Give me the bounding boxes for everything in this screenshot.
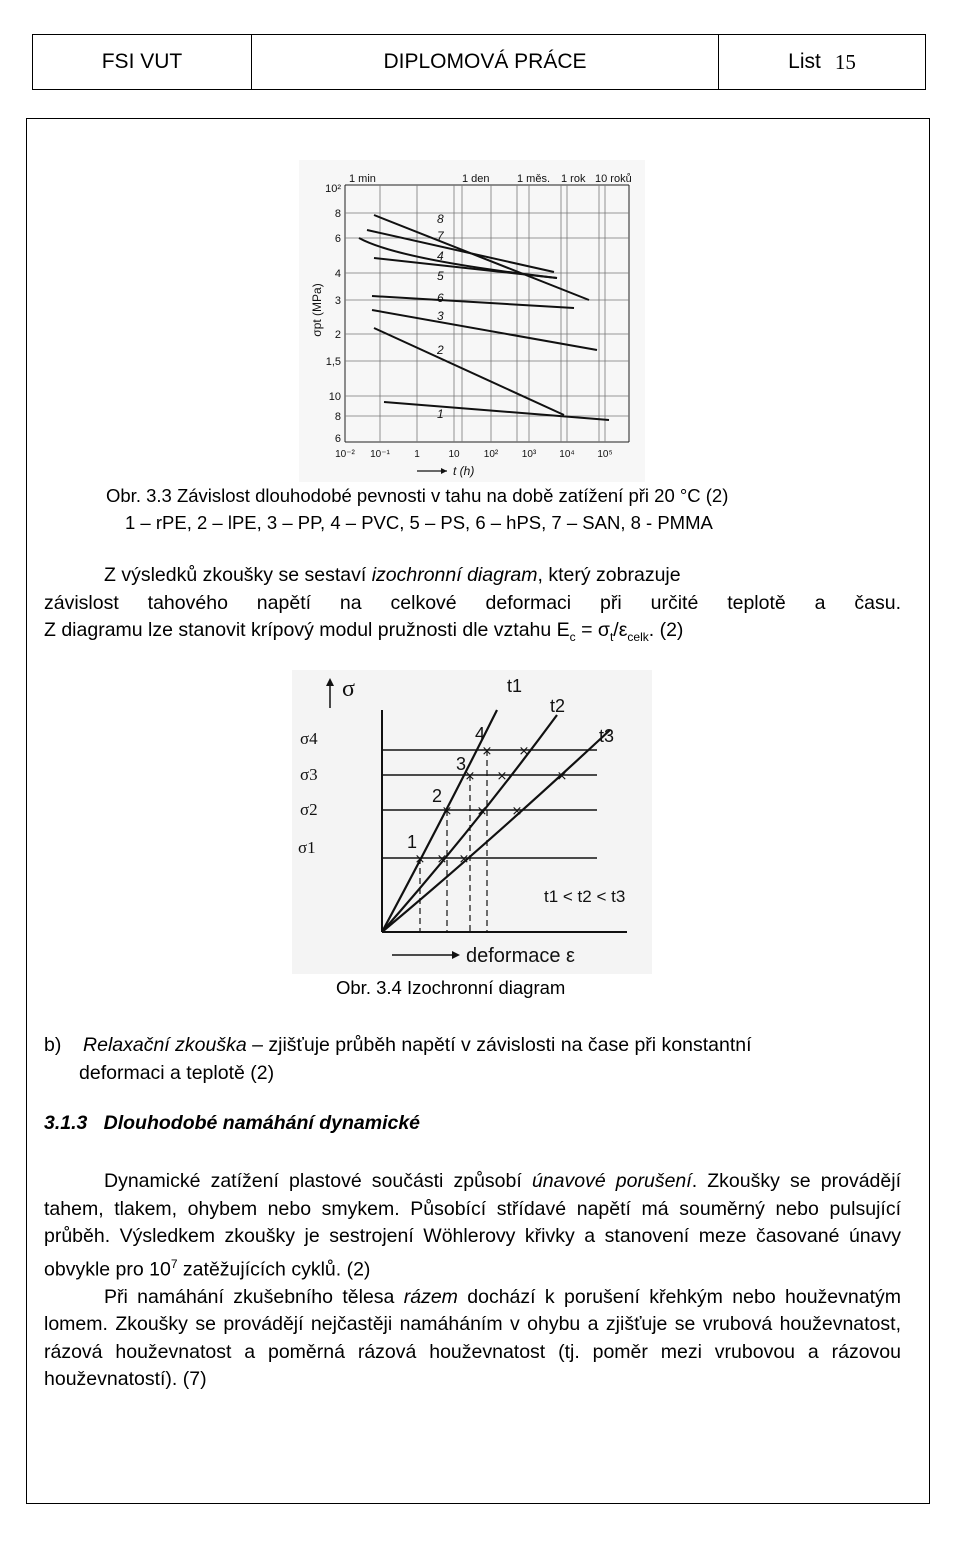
paragraph-dynamic: [44, 1168, 901, 1394]
sigma-level-label: σ4: [300, 729, 318, 748]
point-label: 3: [456, 754, 467, 774]
y-tick: 4: [334, 268, 341, 280]
label-1min: 1 min: [349, 173, 376, 185]
svg-text:×: ×: [414, 852, 426, 867]
svg-text:×: ×: [441, 804, 453, 819]
header-institution-text: FSI VUT: [101, 50, 183, 73]
item-b-marker: b): [44, 1034, 62, 1056]
para1-text: /ε: [613, 619, 628, 641]
y-tick: 10²: [325, 183, 341, 195]
para1-line2: závislost tahového napětí na celkové deformaci při určité teplotě a času.: [44, 591, 901, 614]
curve-label: 5: [437, 269, 444, 283]
section-number: 3.1.3: [44, 1112, 88, 1134]
svg-text:×: ×: [464, 769, 476, 784]
para1-text: . (2): [648, 619, 684, 641]
x-tick: 10²: [483, 449, 499, 460]
header-page: [719, 35, 925, 89]
time-relation: t1 < t2 < t3: [544, 887, 626, 906]
x-tick: 10⁴: [559, 449, 575, 460]
curve-label: 3: [437, 309, 444, 323]
svg-text:×: ×: [476, 804, 488, 819]
paragraph-izochronni: [44, 562, 901, 651]
x-axis-label: deformace ε: [466, 945, 575, 967]
x-axis-label: t (h): [453, 464, 475, 478]
curve-label: 1: [437, 407, 444, 421]
section-heading: [44, 1112, 420, 1135]
y-tick: 6: [334, 433, 341, 445]
x-tick: 1: [414, 449, 420, 460]
x-tick: 10⁻²: [335, 449, 355, 460]
curve-label: 6: [437, 291, 444, 305]
para2-text: Při namáhání zkušebního tělesa: [104, 1285, 404, 1308]
time-label: t1: [507, 676, 523, 696]
time-label: t2: [550, 696, 566, 716]
sigma-level-label: σ2: [300, 800, 318, 819]
y-tick: 6: [334, 233, 341, 245]
y-axis-label: σpt (MPa): [310, 283, 324, 337]
label-1rok: 1 rok: [561, 173, 586, 185]
figure-long-term-strength: [299, 160, 645, 482]
page-header: [32, 34, 926, 90]
para1-sub: c: [569, 629, 576, 644]
curve-label: 7: [437, 229, 444, 243]
x-tick: 10⁵: [597, 449, 613, 460]
x-tick: 10: [448, 449, 460, 460]
sigma-level-label: σ3: [300, 765, 318, 784]
para1-text: , který zobrazuje: [537, 564, 681, 586]
svg-text:×: ×: [556, 769, 568, 784]
header-list-number: 15: [834, 49, 856, 74]
para2-part2: [44, 1284, 901, 1394]
svg-text:×: ×: [458, 852, 470, 867]
y-tick: 1,5: [325, 356, 341, 368]
figure2-caption: Obr. 3.4 Izochronní diagram: [336, 977, 566, 998]
item-b-text: – zjišťuje průběh napětí v závislosti na čase při konstantní: [246, 1034, 752, 1056]
x-tick: 10⁻¹: [370, 449, 390, 460]
svg-text:×: ×: [436, 852, 448, 867]
para1-sub: celk: [627, 629, 649, 644]
item-b: [44, 1032, 901, 1087]
y-tick: 3: [334, 295, 341, 307]
svg-text:×: ×: [496, 769, 508, 784]
para1-line3: [44, 617, 901, 651]
item-b-line1: [44, 1032, 901, 1060]
y-tick: 8: [334, 411, 341, 423]
item-b-italic: Relaxační zkouška: [83, 1034, 247, 1056]
para1-text: Z výsledků zkoušky se sestaví: [104, 564, 372, 586]
para1-italic: izochronní diagram: [371, 564, 538, 586]
para1-text: = σ: [575, 619, 610, 641]
label-1den: 1 den: [462, 173, 490, 185]
para2-sup: 7: [170, 1256, 178, 1271]
curve-label: 2: [437, 343, 444, 357]
para1-text: Z diagramu lze stanovit krípový modul pružnosti dle vztahu E: [44, 619, 570, 641]
label-1mes: 1 měs.: [517, 173, 551, 185]
item-b-line2: deformaci a teplotě (2): [79, 1061, 275, 1084]
para2-italic: rázem: [403, 1285, 458, 1308]
para2-part1: [44, 1168, 901, 1284]
figure1-caption-line1: Obr. 3.3 Závislost dlouhodobé pevnosti v tahu na době zatížení při 20 °C (2): [106, 485, 729, 506]
y-tick: 8: [334, 208, 341, 220]
point-label: 2: [432, 786, 443, 806]
para1-line1: [44, 562, 901, 590]
para2-text: dochází k porušení křehkým nebo houževnatým lomem. Zkoušky se provádějí nejčastěji namáháním v ohybu a zjišťuje se vrubová houževnatost, rázová houževnatost a poměrná rázová houževnatost (tj. poměr mezi vrubovou a rázovou houževnatostí). (7): [44, 1285, 901, 1390]
curve-label: 8: [437, 212, 444, 226]
para2-italic: únavové porušení: [531, 1170, 692, 1192]
time-label: t3: [599, 726, 615, 746]
point-label: 1: [407, 832, 418, 852]
section-title: Dlouhodobé namáhání dynamické: [103, 1112, 421, 1134]
header-list-label: List: [788, 50, 821, 73]
label-10roku: 10 roků: [595, 173, 632, 185]
sigma-axis-label: σ: [342, 676, 355, 702]
y-tick: 10: [328, 391, 341, 403]
sigma-level-label: σ1: [298, 838, 316, 857]
para2-text: zatěžujících cyklů. (2): [177, 1258, 371, 1280]
para2-text: . Zkoušky se provádějí tahem, tlakem, ohybem nebo smykem. Působící střídavé napětí má souměrný nebo pulsující průběh. Výsledkem zkoušky je sestrojení Wöhlerovy křivky a stanovení meze časované únavy obvykle pro 10: [44, 1170, 901, 1280]
para2-text: Dynamické zatížení plastové součásti způsobí: [104, 1170, 532, 1192]
svg-text:×: ×: [481, 744, 493, 759]
svg-text:×: ×: [518, 744, 530, 759]
para1-sub: t: [609, 629, 614, 644]
y-tick: 2: [334, 329, 341, 341]
svg-text:×: ×: [511, 804, 523, 819]
header-title-text: DIPLOMOVÁ PRÁCE: [383, 50, 587, 73]
figure1-caption-line2: 1 – rPE, 2 – lPE, 3 – PP, 4 – PVC, 5 – PS, 6 – hPS, 7 – SAN, 8 - PMMA: [125, 512, 713, 533]
header-title: [252, 35, 719, 89]
figure-isochronous-diagram: [292, 670, 652, 974]
point-label: 4: [475, 724, 486, 744]
curve-label: 4: [437, 249, 444, 263]
x-tick: 10³: [521, 449, 537, 460]
header-institution: [33, 35, 252, 89]
